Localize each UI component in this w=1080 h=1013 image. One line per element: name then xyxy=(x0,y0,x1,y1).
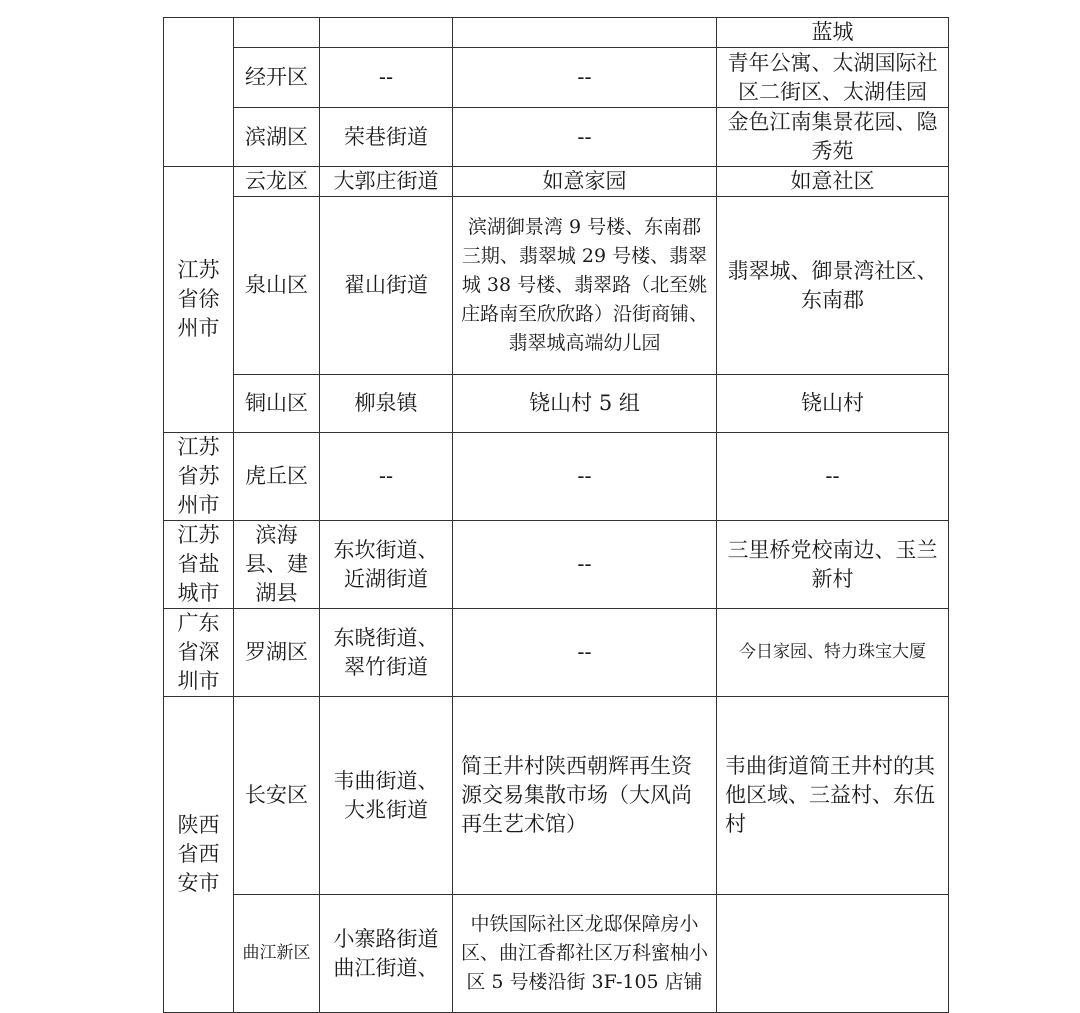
street-cell xyxy=(320,18,453,48)
table-row xyxy=(164,697,949,895)
scope-cell xyxy=(717,895,949,1013)
table-row xyxy=(164,895,949,1013)
district-cell: 泉山区 xyxy=(234,197,320,375)
district-cell: 滨海县、建湖县 xyxy=(234,521,320,609)
city-cell xyxy=(164,18,234,167)
district-cell: 云龙区 xyxy=(234,167,320,197)
street-cell: 荣巷街道 xyxy=(320,108,453,167)
table-row xyxy=(164,433,949,521)
scope-cell: 金色江南集景花园、隐秀苑 xyxy=(717,108,949,167)
district-cell: 长安区 xyxy=(234,697,320,895)
street-cell: 韦曲街道、大兆街道 xyxy=(320,697,453,895)
scope-cell: -- xyxy=(717,433,949,521)
table-row xyxy=(164,521,949,609)
city-cell: 江苏省徐州市 xyxy=(164,167,234,433)
table-row xyxy=(164,48,949,108)
area-cell xyxy=(453,18,717,48)
district-cell: 经开区 xyxy=(234,48,320,108)
table-row xyxy=(164,167,949,197)
table-row xyxy=(164,197,949,375)
area-cell: -- xyxy=(453,521,717,609)
district-cell: 虎丘区 xyxy=(234,433,320,521)
scope-cell: 三里桥党校南边、玉兰新村 xyxy=(717,521,949,609)
district-cell: 罗湖区 xyxy=(234,609,320,697)
district-risk-table xyxy=(163,17,949,1013)
table-row xyxy=(164,375,949,433)
scope-cell: 如意社区 xyxy=(717,167,949,197)
scope-cell: 翡翠城、御景湾社区、东南郡 xyxy=(717,197,949,375)
table-row xyxy=(164,108,949,167)
area-cell: 简王井村陕西朝辉再生资源交易集散市场（大风尚再生艺术馆） xyxy=(453,697,717,895)
street-cell: 柳泉镇 xyxy=(320,375,453,433)
area-cell: -- xyxy=(453,108,717,167)
city-cell: 陕西省西安市 xyxy=(164,697,234,1013)
table-row xyxy=(164,18,949,48)
street-cell: 翟山街道 xyxy=(320,197,453,375)
table-row xyxy=(164,609,949,697)
area-cell: 如意家园 xyxy=(453,167,717,197)
scope-cell: 今日家园、特力珠宝大厦 xyxy=(717,609,949,697)
street-cell: -- xyxy=(320,433,453,521)
area-cell: -- xyxy=(453,48,717,108)
street-cell: -- xyxy=(320,48,453,108)
scope-cell: 蓝城 xyxy=(717,18,949,48)
area-cell: 中铁国际社区龙邸保障房小区、曲江香都社区万科蜜柚小区 5 号楼沿街 3F-105 店铺 xyxy=(453,895,717,1013)
area-cell: -- xyxy=(453,433,717,521)
street-cell: 东晓街道、翠竹街道 xyxy=(320,609,453,697)
district-cell xyxy=(234,18,320,48)
district-cell: 曲江新区 xyxy=(234,895,320,1013)
street-cell: 小寨路街道曲江街道、 xyxy=(320,895,453,1013)
scope-cell: 韦曲街道简王井村的其他区域、三益村、东伍村 xyxy=(717,697,949,895)
street-cell: 大郭庄街道 xyxy=(320,167,453,197)
scope-cell: 铙山村 xyxy=(717,375,949,433)
city-cell: 江苏省苏州市 xyxy=(164,433,234,521)
district-cell: 滨湖区 xyxy=(234,108,320,167)
area-cell: 滨湖御景湾 9 号楼、东南郡三期、翡翠城 29 号楼、翡翠城 38 号楼、翡翠路（北至姚庄路南至欣欣路）沿街商铺、翡翠城高端幼儿园 xyxy=(453,197,717,375)
city-cell: 江苏省盐城市 xyxy=(164,521,234,609)
area-cell: 铙山村 5 组 xyxy=(453,375,717,433)
scope-cell: 青年公寓、太湖国际社区二街区、太湖佳园 xyxy=(717,48,949,108)
city-cell: 广东省深圳市 xyxy=(164,609,234,697)
district-cell: 铜山区 xyxy=(234,375,320,433)
area-cell: -- xyxy=(453,609,717,697)
street-cell: 东坎街道、近湖街道 xyxy=(320,521,453,609)
